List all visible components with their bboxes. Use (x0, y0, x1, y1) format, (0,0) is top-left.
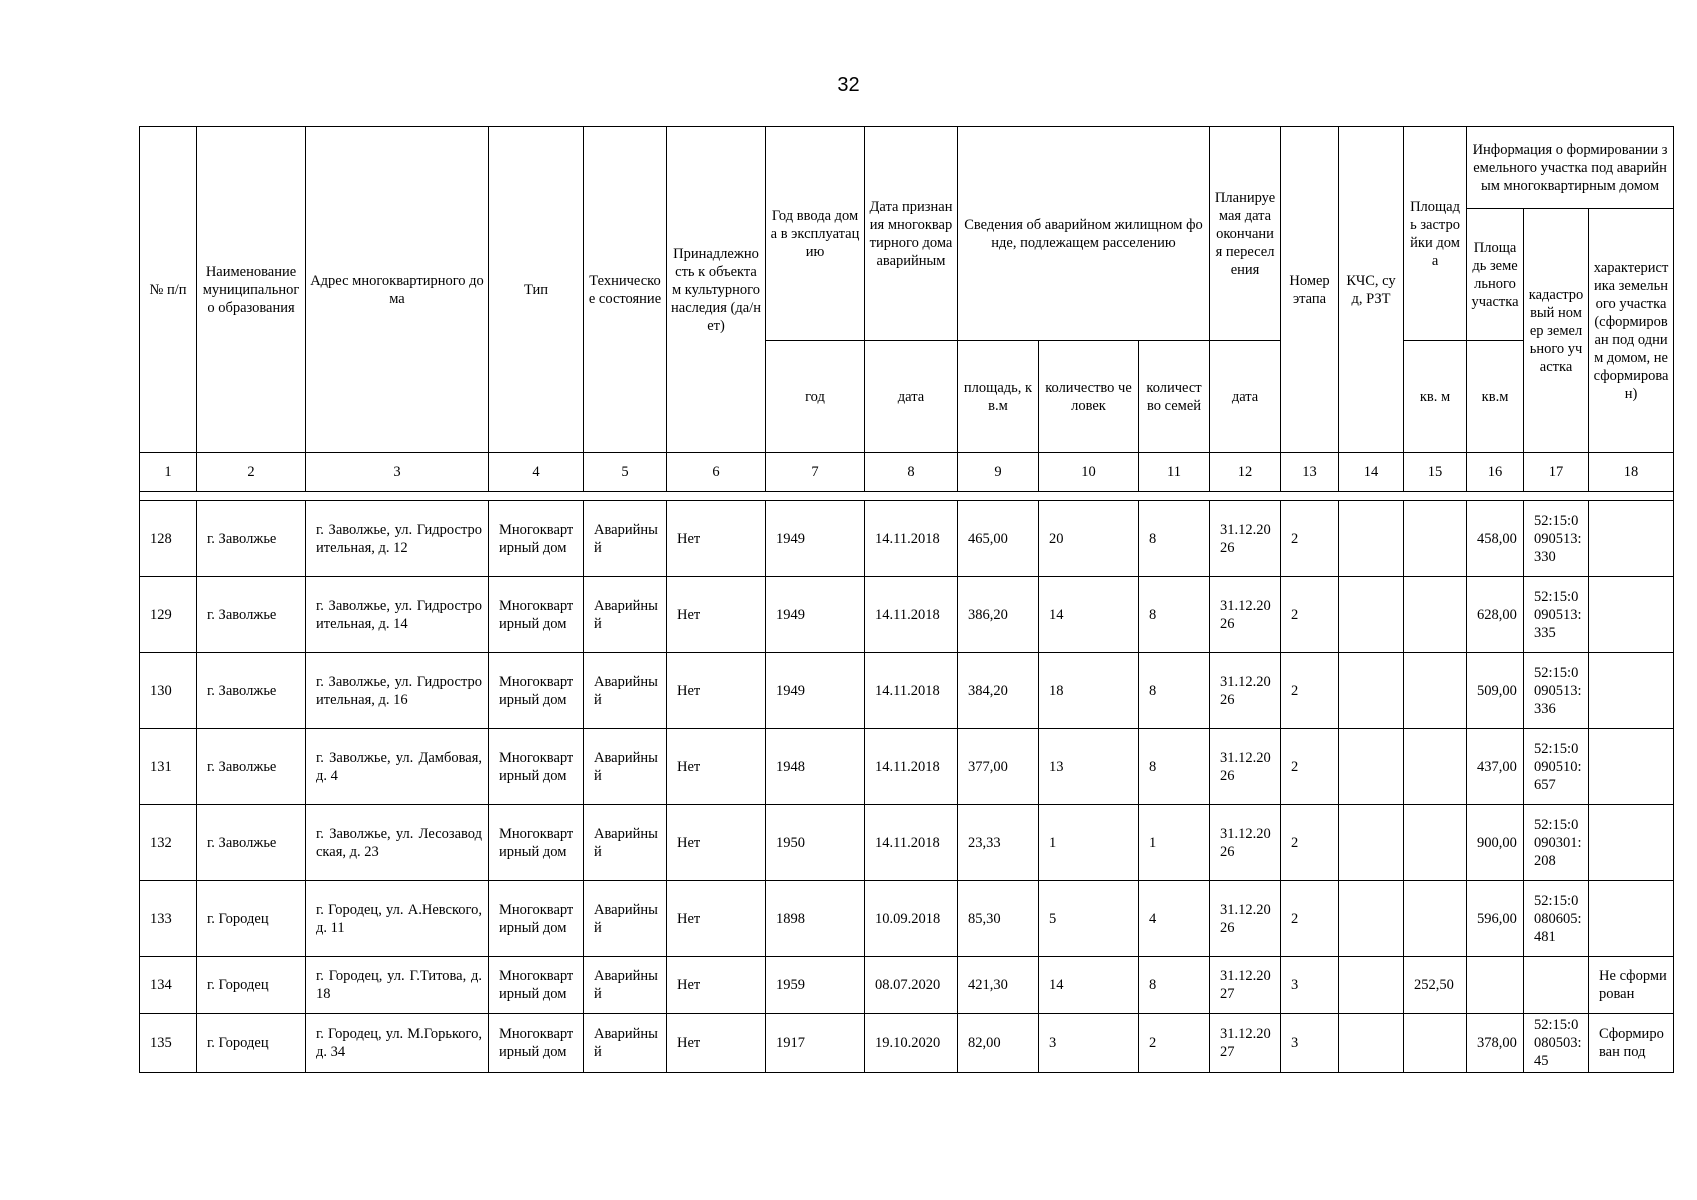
header-year-group: Год ввода дома в эксплуатацию (766, 127, 865, 341)
land-characteristic-cell (1589, 729, 1674, 805)
built-area-cell: 252,50 (1404, 957, 1467, 1014)
condition-cell: Аварийный (584, 805, 667, 881)
stage-cell: 2 (1281, 805, 1339, 881)
type-cell: Многоквартирный дом (489, 1014, 584, 1073)
stage-cell: 2 (1281, 881, 1339, 957)
built-area-cell (1404, 501, 1467, 577)
address-cell: г. Заволжье, ул. Гидростроительная, д. 14 (306, 577, 489, 653)
table-row (140, 957, 1674, 1014)
column-number: 9 (958, 453, 1039, 492)
planned-date-cell: 31.12.2027 (1210, 1014, 1281, 1073)
year-cell: 1950 (766, 805, 865, 881)
header-unit-built: кв. м (1404, 341, 1467, 453)
land-characteristic-cell (1589, 501, 1674, 577)
row-number: 135 (140, 1014, 197, 1073)
recognition-date-cell: 14.11.2018 (865, 805, 958, 881)
year-cell: 1948 (766, 729, 865, 805)
municipality-cell: г. Заволжье (197, 577, 306, 653)
built-area-cell (1404, 729, 1467, 805)
condition-cell: Аварийный (584, 577, 667, 653)
planned-date-cell: 31.12.2026 (1210, 881, 1281, 957)
table-row (140, 501, 1674, 577)
address-cell: г. Заволжье, ул. Гидростроительная, д. 16 (306, 653, 489, 729)
row-number: 134 (140, 957, 197, 1014)
recognition-date-cell: 14.11.2018 (865, 501, 958, 577)
column-number-row (140, 453, 1674, 492)
type-cell: Многоквартирный дом (489, 501, 584, 577)
type-cell: Многоквартирный дом (489, 957, 584, 1014)
people-count-cell: 20 (1039, 501, 1139, 577)
header-people: количество человек (1039, 341, 1139, 453)
municipality-cell: г. Заволжье (197, 729, 306, 805)
land-area-cell: 509,00 (1467, 653, 1524, 729)
row-number: 133 (140, 881, 197, 957)
land-area-cell (1467, 957, 1524, 1014)
planned-date-cell: 31.12.2026 (1210, 805, 1281, 881)
header-kchs: КЧС, суд, РЗТ (1339, 127, 1404, 453)
kchs-cell (1339, 501, 1404, 577)
recognition-date-cell: 14.11.2018 (865, 653, 958, 729)
stage-cell: 2 (1281, 501, 1339, 577)
people-count-cell: 5 (1039, 881, 1139, 957)
heritage-cell: Нет (667, 957, 766, 1014)
year-cell: 1949 (766, 653, 865, 729)
header-date: дата (865, 341, 958, 453)
people-count-cell: 13 (1039, 729, 1139, 805)
heritage-cell: Нет (667, 501, 766, 577)
address-cell: г. Заволжье, ул. Гидростроительная, д. 12 (306, 501, 489, 577)
land-area-cell: 437,00 (1467, 729, 1524, 805)
year-cell: 1898 (766, 881, 865, 957)
area-cell: 23,33 (958, 805, 1039, 881)
municipality-cell: г. Заволжье (197, 501, 306, 577)
row-number: 132 (140, 805, 197, 881)
area-cell: 377,00 (958, 729, 1039, 805)
cadastral-number-cell: 52:15:0090510:657 (1524, 729, 1589, 805)
year-cell: 1949 (766, 501, 865, 577)
column-number: 6 (667, 453, 766, 492)
row-number: 128 (140, 501, 197, 577)
type-cell: Многоквартирный дом (489, 729, 584, 805)
table-row (140, 577, 1674, 653)
header-address: Адрес многоквартирного дома (306, 127, 489, 453)
header-municipality: Наименование муниципального образования (197, 127, 306, 453)
heritage-cell: Нет (667, 1014, 766, 1073)
header-date-group: Дата признания многоквартирного дома аварийным (865, 127, 958, 341)
header-cadastral: кадастровый номер земельного участка (1524, 209, 1589, 453)
land-area-cell: 900,00 (1467, 805, 1524, 881)
type-cell: Многоквартирный дом (489, 653, 584, 729)
header-planned-date: дата (1210, 341, 1281, 453)
table-row (140, 729, 1674, 805)
municipality-cell: г. Городец (197, 881, 306, 957)
address-cell: г. Заволжье, ул. Дамбовая, д. 4 (306, 729, 489, 805)
condition-cell: Аварийный (584, 729, 667, 805)
recognition-date-cell: 10.09.2018 (865, 881, 958, 957)
heritage-cell: Нет (667, 729, 766, 805)
table-header (140, 127, 1674, 501)
header-year: год (766, 341, 865, 453)
stage-cell: 3 (1281, 957, 1339, 1014)
address-cell: г. Городец, ул. А.Невского, д. 11 (306, 881, 489, 957)
municipality-cell: г. Городец (197, 1014, 306, 1073)
table-row (140, 1014, 1674, 1073)
column-number: 16 (1467, 453, 1524, 492)
header-planned-group: Планируемая дата окончания переселения (1210, 127, 1281, 341)
cadastral-number-cell: 52:15:0090513:336 (1524, 653, 1589, 729)
column-number: 4 (489, 453, 584, 492)
year-cell: 1959 (766, 957, 865, 1014)
families-count-cell: 4 (1139, 881, 1210, 957)
header-families: количество семей (1139, 341, 1210, 453)
stage-cell: 2 (1281, 729, 1339, 805)
header-type: Тип (489, 127, 584, 453)
planned-date-cell: 31.12.2026 (1210, 729, 1281, 805)
built-area-cell (1404, 653, 1467, 729)
families-count-cell: 8 (1139, 729, 1210, 805)
column-number: 18 (1589, 453, 1674, 492)
column-number: 10 (1039, 453, 1139, 492)
header-land-char: характеристика земельного участка (сформирован под одним домом, не сформирован) (1589, 209, 1674, 453)
planned-date-cell: 31.12.2027 (1210, 957, 1281, 1014)
row-number: 130 (140, 653, 197, 729)
families-count-cell: 8 (1139, 577, 1210, 653)
land-characteristic-cell: Сформирован под (1589, 1014, 1674, 1073)
type-cell: Многоквартирный дом (489, 881, 584, 957)
heritage-cell: Нет (667, 577, 766, 653)
column-number: 2 (197, 453, 306, 492)
recognition-date-cell: 08.07.2020 (865, 957, 958, 1014)
land-area-cell: 596,00 (1467, 881, 1524, 957)
header-condition: Техническое состояние (584, 127, 667, 453)
column-number: 14 (1339, 453, 1404, 492)
built-area-cell (1404, 805, 1467, 881)
header-area: площадь, кв.м (958, 341, 1039, 453)
heritage-cell: Нет (667, 653, 766, 729)
address-cell: г. Заволжье, ул. Лесозаводская, д. 23 (306, 805, 489, 881)
built-area-cell (1404, 1014, 1467, 1073)
planned-date-cell: 31.12.2026 (1210, 501, 1281, 577)
people-count-cell: 14 (1039, 957, 1139, 1014)
cadastral-number-cell (1524, 957, 1589, 1014)
kchs-cell (1339, 957, 1404, 1014)
row-number: 131 (140, 729, 197, 805)
column-number: 1 (140, 453, 197, 492)
land-characteristic-cell (1589, 577, 1674, 653)
column-number: 3 (306, 453, 489, 492)
heritage-cell: Нет (667, 881, 766, 957)
table-body (140, 501, 1674, 1073)
cadastral-number-cell: 52:15:0090513:330 (1524, 501, 1589, 577)
column-number: 7 (766, 453, 865, 492)
municipality-cell: г. Заволжье (197, 653, 306, 729)
condition-cell: Аварийный (584, 957, 667, 1014)
column-number: 13 (1281, 453, 1339, 492)
built-area-cell (1404, 577, 1467, 653)
column-number: 12 (1210, 453, 1281, 492)
land-characteristic-cell (1589, 805, 1674, 881)
families-count-cell: 1 (1139, 805, 1210, 881)
built-area-cell (1404, 881, 1467, 957)
people-count-cell: 14 (1039, 577, 1139, 653)
header-unit-land: кв.м (1467, 341, 1524, 453)
condition-cell: Аварийный (584, 1014, 667, 1073)
municipality-cell: г. Заволжье (197, 805, 306, 881)
families-count-cell: 8 (1139, 501, 1210, 577)
recognition-date-cell: 14.11.2018 (865, 729, 958, 805)
area-cell: 465,00 (958, 501, 1039, 577)
land-area-cell: 378,00 (1467, 1014, 1524, 1073)
condition-cell: Аварийный (584, 881, 667, 957)
address-cell: г. Городец, ул. Г.Титова, д. 18 (306, 957, 489, 1014)
kchs-cell (1339, 1014, 1404, 1073)
cadastral-number-cell: 52:15:0090301:208 (1524, 805, 1589, 881)
type-cell: Многоквартирный дом (489, 577, 584, 653)
address-cell: г. Городец, ул. М.Горького, д. 34 (306, 1014, 489, 1073)
kchs-cell (1339, 881, 1404, 957)
header-stage: Номер этапа (1281, 127, 1339, 453)
header-built-area: Площадь застройки дома (1404, 127, 1467, 341)
land-area-cell: 458,00 (1467, 501, 1524, 577)
people-count-cell: 18 (1039, 653, 1139, 729)
municipality-cell: г. Городец (197, 957, 306, 1014)
area-cell: 85,30 (958, 881, 1039, 957)
condition-cell: Аварийный (584, 653, 667, 729)
stage-cell: 2 (1281, 653, 1339, 729)
cadastral-number-cell: 52:15:0090513:335 (1524, 577, 1589, 653)
column-number: 15 (1404, 453, 1467, 492)
planned-date-cell: 31.12.2026 (1210, 577, 1281, 653)
column-number: 5 (584, 453, 667, 492)
header-land-area: Площадь земельного участка (1467, 209, 1524, 341)
area-cell: 82,00 (958, 1014, 1039, 1073)
kchs-cell (1339, 653, 1404, 729)
cadastral-number-cell: 52:15:0080503:45 (1524, 1014, 1589, 1073)
kchs-cell (1339, 805, 1404, 881)
type-cell: Многоквартирный дом (489, 805, 584, 881)
land-characteristic-cell: Не сформирован (1589, 957, 1674, 1014)
row-number: 129 (140, 577, 197, 653)
people-count-cell: 3 (1039, 1014, 1139, 1073)
cadastral-number-cell: 52:15:0080605:481 (1524, 881, 1589, 957)
year-cell: 1917 (766, 1014, 865, 1073)
families-count-cell: 8 (1139, 653, 1210, 729)
table-row (140, 881, 1674, 957)
header-heritage: Принадлежность к объектам культурного наследия (да/нет) (667, 127, 766, 453)
recognition-date-cell: 19.10.2020 (865, 1014, 958, 1073)
header-fund-group: Сведения об аварийном жилищном фонде, подлежащем расселению (958, 127, 1210, 341)
recognition-date-cell: 14.11.2018 (865, 577, 958, 653)
header-land-group: Информация о формировании земельного участка под аварийным многоквартирным домом (1467, 127, 1674, 209)
table-row (140, 653, 1674, 729)
divider-cell (140, 492, 1674, 501)
land-area-cell: 628,00 (1467, 577, 1524, 653)
land-characteristic-cell (1589, 653, 1674, 729)
area-cell: 386,20 (958, 577, 1039, 653)
column-number: 11 (1139, 453, 1210, 492)
area-cell: 421,30 (958, 957, 1039, 1014)
year-cell: 1949 (766, 577, 865, 653)
column-number: 8 (865, 453, 958, 492)
header-divider (140, 492, 1674, 501)
stage-cell: 2 (1281, 577, 1339, 653)
people-count-cell: 1 (1039, 805, 1139, 881)
stage-cell: 3 (1281, 1014, 1339, 1073)
land-characteristic-cell (1589, 881, 1674, 957)
families-count-cell: 8 (1139, 957, 1210, 1014)
condition-cell: Аварийный (584, 501, 667, 577)
area-cell: 384,20 (958, 653, 1039, 729)
header-n: № п/п (140, 127, 197, 453)
heritage-cell: Нет (667, 805, 766, 881)
kchs-cell (1339, 729, 1404, 805)
families-count-cell: 2 (1139, 1014, 1210, 1073)
column-number: 17 (1524, 453, 1589, 492)
table-row (140, 805, 1674, 881)
kchs-cell (1339, 577, 1404, 653)
planned-date-cell: 31.12.2026 (1210, 653, 1281, 729)
emergency-housing-table (139, 126, 1674, 1073)
page-number: 32 (837, 74, 860, 96)
